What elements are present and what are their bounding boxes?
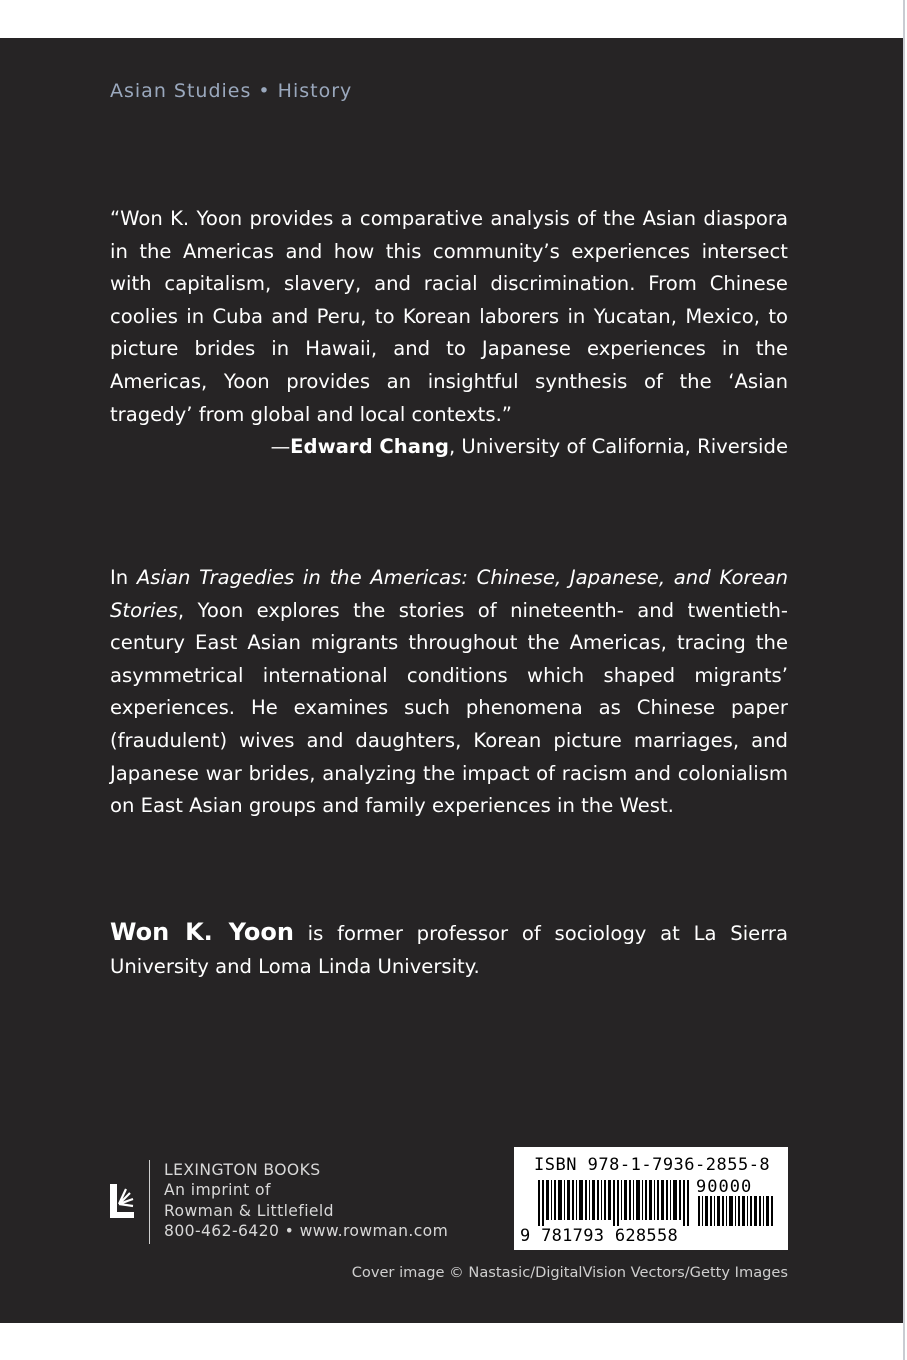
publisher-contact: 800-462-6420 • www.rowman.com xyxy=(164,1221,449,1240)
endorser-name: Edward Chang xyxy=(290,435,449,459)
endorser-affiliation: , University of California, Riverside xyxy=(448,435,788,459)
author-name: Won K. Yoon xyxy=(110,918,294,946)
isbn-barcode xyxy=(514,1147,788,1250)
publisher-info xyxy=(164,1160,448,1241)
publisher-name: LEXINGTON BOOKS xyxy=(164,1161,321,1179)
publisher-divider xyxy=(149,1160,150,1244)
book-description xyxy=(110,562,788,823)
description-text: , Yoon explores the stories of nineteenth- and twentieth-century East Asian migrants throughout the Americas, tracing the asymmetrical international conditions which shaped migrants’ experiences. He examines such phenomena as Chinese paper (fraudulent) wives and daughters, Korean picture marriages, and Japanese war brides, analyzing the impact of racism and colonialism on East Asian groups and family experiences in the West. xyxy=(110,598,788,818)
isbn-number: ISBN 978-1-7936-2855-8 xyxy=(534,1155,771,1175)
page-edge-line xyxy=(903,0,905,1360)
publisher-imprint-note: An imprint of xyxy=(164,1181,271,1200)
description-lead: In xyxy=(110,566,137,589)
cover-image-credit: Cover image © Nastasic/DigitalVision Vectors/Getty Images xyxy=(351,1264,788,1281)
publisher-parent: Rowman & Littlefield xyxy=(164,1201,334,1220)
book-title: Asian Tragedies in the Americas: Chinese, Japanese, and Korean Stories xyxy=(110,566,788,622)
publisher-logo-icon xyxy=(110,1180,136,1220)
author-bio xyxy=(110,916,788,983)
attribution-dash: — xyxy=(270,435,291,459)
subject-category: Asian Studies • History xyxy=(110,80,353,102)
endorsement-block xyxy=(110,203,788,464)
endorsement-quote: “Won K. Yoon provides a comparative analysis of the Asian diaspora in the Americas and how this community’s experiences intersect with capitalism, slavery, and racial discrimination. From Chinese coolies in Cuba and Peru, to Korean laborers in Yucatan, Mexico, to picture brides in Hawaii, and to Japanese experiences in the Americas, Yoon provides an insightful synthesis of the ‘Asian tragedy’ from global and local contexts.” xyxy=(110,207,788,426)
endorsement-attribution xyxy=(110,431,788,464)
barcode-ean: 9 781793 628558 xyxy=(520,1226,679,1246)
publisher-block xyxy=(110,1160,490,1244)
barcode-addon: 90000 xyxy=(696,1177,753,1197)
back-cover xyxy=(0,38,903,1323)
author-bio-text: is former professor of sociology at La Sierra University and Loma Linda University. xyxy=(110,922,788,978)
